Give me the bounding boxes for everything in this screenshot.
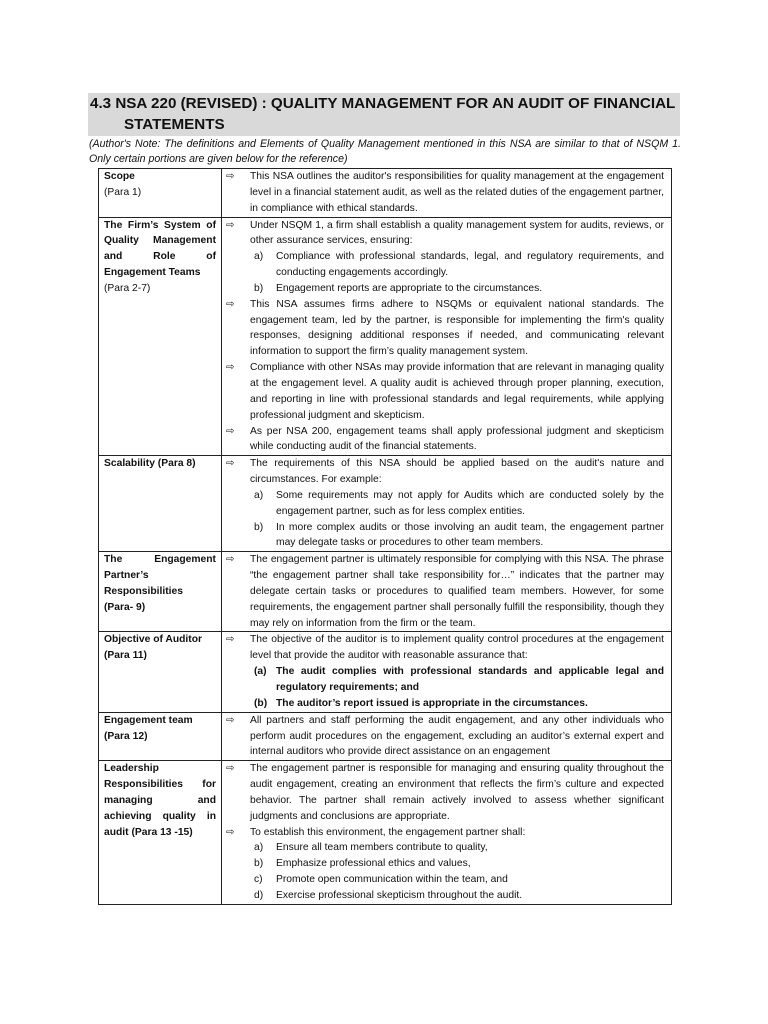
row-label-cell [99, 169, 222, 218]
bullet-item [226, 424, 664, 456]
sub-text: The audit complies with professional standards and applicable legal and regulatory requirements; and [276, 666, 664, 693]
bullet-text: Compliance with other NSAs may provide information that are relevant in managing quality at the engagement level. A quality audit is achieved through proper planning, execution, and reporting in line with professional standards and legal requirements, while applying professional judgment and skepticism. [250, 362, 664, 421]
row-label-cell [99, 712, 222, 761]
row-label-cell [99, 217, 222, 456]
row-label-cell [99, 632, 222, 712]
row-content-cell [222, 761, 672, 905]
arrow-icon: ⇨ [226, 634, 235, 646]
arrow-icon: ⇨ [226, 298, 235, 310]
arrow-icon: ⇨ [226, 458, 235, 470]
row-content-cell [222, 217, 672, 456]
row-title: The Engagement Partner’s Responsibilities [104, 554, 216, 597]
sub-item [226, 664, 664, 696]
bullet-text: The engagement partner is responsible for managing and ensuring quality throughout the audit engagement, creating an environment that reflects the firm’s culture and expected behavior. The partner shall remain actively involved to assess whether significant judgments and conclusions are appropriate. [250, 763, 664, 822]
sub-text: The auditor’s report issued is appropriate in the circumstances. [276, 697, 588, 709]
bullet-text: The requirements of this NSA should be applied based on the audit's nature and circumstances. For example: [250, 458, 664, 486]
arrow-icon: ⇨ [226, 763, 235, 775]
sub-text: Promote open communication within the team, and [276, 874, 508, 886]
row-label-cell [99, 761, 222, 905]
sub-text: In more complex audits or those involving an audit team, the engagement partner may delegate tasks or procedures to other team members. [276, 521, 664, 549]
bullet-item [226, 360, 664, 423]
sub-item [226, 488, 664, 520]
sub-marker: a) [254, 489, 264, 501]
table-row [99, 456, 672, 552]
bullet-text: To establish this environment, the engagement partner shall: [250, 826, 526, 838]
heading-line-2: STATEMENTS [124, 116, 225, 133]
sub-text: Compliance with professional standards, legal, and regulatory requirements, and conducting engagements accordingly. [276, 251, 664, 279]
row-para-ref: (Para 12) [104, 730, 148, 742]
arrow-icon: ⇨ [226, 362, 235, 374]
sub-item [226, 856, 664, 872]
sub-marker: (b) [254, 697, 268, 709]
arrow-icon: ⇨ [226, 554, 235, 566]
heading-line-1: 4.3 NSA 220 (REVISED) : QUALITY MANAGEMENT FOR AN AUDIT OF FINANCIAL [90, 95, 676, 112]
row-label-cell [99, 456, 222, 552]
sub-item [226, 840, 664, 856]
row-content-cell [222, 552, 672, 632]
section-heading [88, 93, 680, 136]
nsa-summary-table [98, 168, 672, 905]
table-row [99, 169, 672, 218]
sub-text: Exercise professional skepticism throughout the audit. [276, 889, 523, 901]
bullet-text: As per NSA 200, engagement teams shall apply professional judgment and skepticism while conducting audit of the financial statements. [250, 425, 664, 453]
sub-marker: a) [254, 842, 264, 854]
bullet-text: The engagement partner is ultimately responsible for complying with this NSA. The phrase “the engagement partner shall take responsibility for…” indicates that the partner may delegate certain tasks or procedures to qualified team members. However, for some requirements, the engagement partner shall personally fulfill the responsibility, though they may rely on information from the firm or the team. [250, 554, 664, 629]
sub-text: Ensure all team members contribute to quality, [276, 842, 488, 854]
row-para-ref: (Para 11) [104, 650, 147, 662]
table-row [99, 712, 672, 761]
row-title: Scalability (Para 8) [104, 458, 196, 470]
bullet-text: The objective of the auditor is to implement quality control procedures at the engagement level that provide the auditor with reasonable assurance that: [250, 634, 664, 662]
bullet-item [226, 218, 664, 250]
sub-item [226, 520, 664, 552]
sub-marker: b) [254, 282, 264, 294]
table-row [99, 761, 672, 905]
sub-item [226, 888, 664, 904]
table-row [99, 552, 672, 632]
row-title: Leadership Responsibilities for managing and achieving quality in audit (Para 13 -15) [104, 763, 216, 838]
sub-marker: b) [254, 521, 264, 533]
arrow-icon: ⇨ [226, 714, 235, 726]
row-para-ref: (Para- 9) [104, 601, 146, 613]
bullet-item [226, 632, 664, 664]
row-content-cell [222, 456, 672, 552]
sub-marker: c) [254, 874, 263, 886]
arrow-icon: ⇨ [226, 171, 235, 182]
sub-item [226, 281, 664, 297]
sub-marker: a) [254, 251, 264, 263]
arrow-icon: ⇨ [226, 219, 235, 231]
arrow-icon: ⇨ [226, 425, 235, 437]
bullet-item [226, 169, 664, 217]
bullet-text: Under NSQM 1, a firm shall establish a quality management system for audits, reviews, or other assurance services, ensuring: [250, 219, 664, 247]
sub-item [226, 872, 664, 888]
row-title: Scope [104, 171, 135, 182]
row-para-ref: (Para 1) [104, 186, 142, 198]
bullet-item [226, 456, 664, 488]
bullet-text: This NSA assumes firms adhere to NSQMs or equivalent national standards. The engagement team, led by the partner, is responsible for implementing the firm's quality responses, designing additional responses if needed, and communicating relevant information to support the firm’s quality management system. [250, 298, 664, 358]
sub-marker: (a) [254, 666, 267, 678]
bullet-item [226, 761, 664, 824]
bullet-text: All partners and staff performing the audit engagement, and any other individuals who perform audit procedures on the engagement, excluding an auditor’s external expert and internal auditors who provide direct assistance on an engagement [250, 714, 664, 758]
bullet-text: This NSA outlines the auditor's responsibilities for quality management at the engagement level in a financial statement audit, as well as the related duties of the engagement partner, in compliance with ethical standards. [250, 171, 664, 214]
row-title: The Firm’s System of Quality Management and Role of Engagement Teams [104, 219, 216, 279]
row-label-cell [99, 552, 222, 632]
row-title: Engagement team [104, 714, 193, 726]
row-para-ref: (Para 2-7) [104, 282, 151, 294]
sub-item [226, 249, 664, 281]
bullet-item [226, 297, 664, 360]
arrow-icon: ⇨ [226, 826, 235, 838]
bullet-item [226, 825, 664, 841]
sub-text: Engagement reports are appropriate to the circumstances. [276, 282, 543, 294]
table-row [99, 632, 672, 712]
row-title: Objective of Auditor [104, 634, 203, 646]
table-row [99, 217, 672, 456]
sub-item [226, 696, 664, 712]
sub-marker: d) [254, 889, 264, 901]
sub-text: Emphasize professional ethics and values, [276, 858, 471, 870]
row-content-cell [222, 712, 672, 761]
sub-marker: b) [254, 858, 264, 870]
row-content-cell [222, 632, 672, 712]
authors-note: (Author's Note: The definitions and Elements of Quality Management mentioned in this NSA are similar to that of NSQM 1. Only certain portions are given below for the reference) [89, 138, 681, 165]
sub-text: Some requirements may not apply for Audits which are conducted solely by the engagement partner, such as for less complex entities. [276, 489, 664, 517]
bullet-item [226, 552, 664, 631]
row-content-cell [222, 169, 672, 218]
bullet-item [226, 713, 664, 761]
